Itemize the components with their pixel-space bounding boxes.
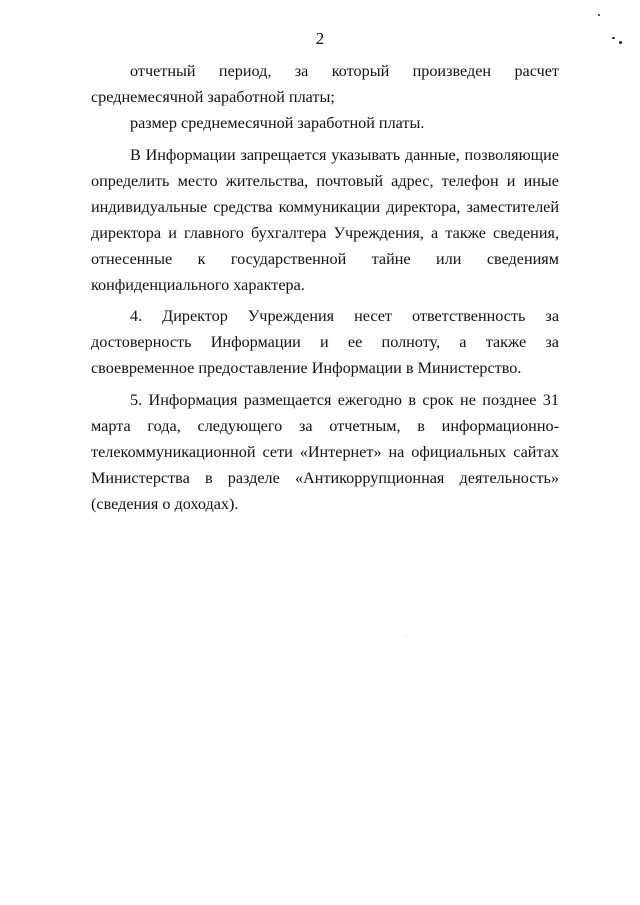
page-number: 2 (315, 29, 325, 48)
paragraph-director-responsibility: 4. Директор Учреждения несет ответственность за достоверность Информации и ее полноту, а также за своевременное предоставление Информации в Министерство. (91, 307, 559, 378)
document-body (91, 58, 559, 522)
scan-speck (405, 636, 406, 637)
paragraph-prohibited-data: В Информации запрещается указывать данные, позволяющие определить место жительства, почтовый адрес, телефон и иные индивидуальные средства коммуникации директора, заместителей директора и главного бухгалтера Учреждения, а также сведения, отнесенные к государственной тайне или сведениям конфиденциального характера. (91, 145, 559, 294)
paragraph-publication-deadline: 5. Информация размещается ежегодно в срок не позднее 31 марта года, следующего за отчетным, в информационно-телекоммуникационной сети «Интернет» на официальных сайтах Министерства в разделе «Антикоррупционная деятельность» (сведения о доходах). (91, 390, 559, 513)
scan-speck (598, 14, 600, 16)
paragraph-average-salary: размер среднемесячной заработной платы. (130, 114, 425, 132)
paragraph-reporting-period: отчетный период, за который произведен расчет среднемесячной заработной платы; (91, 62, 559, 106)
